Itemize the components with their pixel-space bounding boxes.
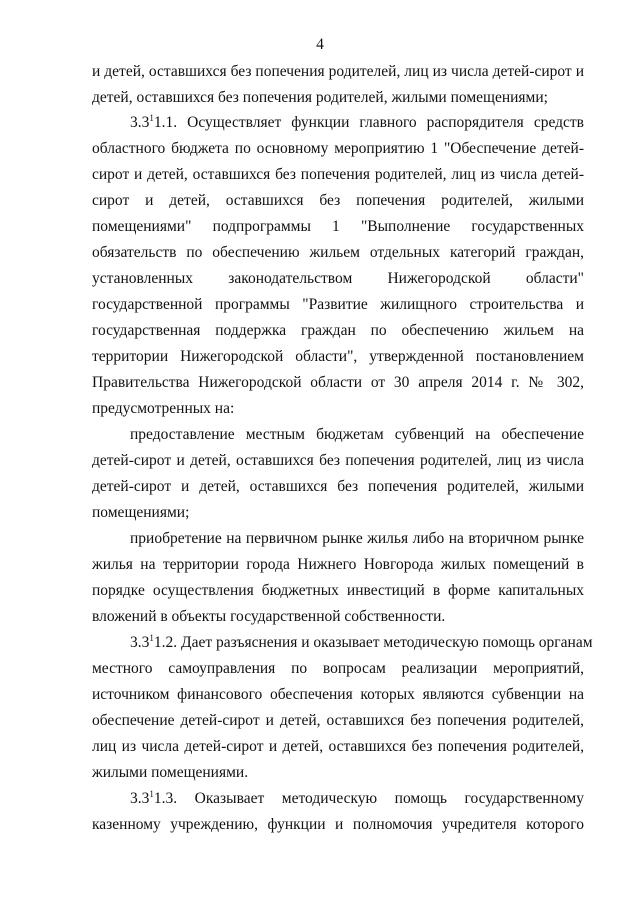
text-line: казенному учреждению, функции и полномочия учредителя которого [92,816,584,833]
text-line: государственная поддержка граждан по обеспечению жильем на [92,322,584,339]
clause-3-3-1-1-heading: $3.3^11.1$. Осуществляет функции главного распорядителя средств [130,113,584,131]
clause-3-3-1-3-heading: $3.3^11.3$. Оказывает методическую помощь государственному [130,789,584,807]
text-line: обязательств по обеспечению жильем отдельных категорий граждан, [92,244,584,261]
clause-3-3-1-2-heading: $3.3^11.2$. Дает разъяснения и оказывает методическую помощь органам [130,633,593,651]
text-line: и детей, оставшихся без попечения родителей, лиц из числа детей-сирот и [92,63,584,80]
text-line: местного самоуправления по вопросам реализации мероприятий, [92,660,584,677]
text-line: жилыми помещениями. [92,764,249,781]
text-line: сирот и детей, оставшихся без попечения родителей, жилыми [92,192,584,209]
text-line: обеспечение детей-сирот и детей, оставшихся без попечения родителей, [92,712,584,729]
text-line: установленных законодательством Нижегородской области" [92,270,584,287]
text-line: вложений в объекты государственной собственности. [92,608,446,625]
text-line: помещениями" подпрограммы 1 "Выполнение государственных [92,218,584,235]
text-line: порядке осуществления бюджетных инвестиций в форме капитальных [92,582,584,599]
text-line: сирот и детей, оставшихся без попечения родителей, лиц из числа детей- [92,166,584,183]
text-line: областного бюджета по основному мероприятию 1 "Обеспечение детей- [92,140,584,157]
page-number: 4 [316,36,324,53]
text-line: территории Нижегородской области", утвержденной постановлением [92,348,584,365]
clause-number: $3.3^1$ [130,633,154,651]
text-line: жилья на территории города Нижнего Новгорода жилых помещений в [92,556,584,573]
text-line: источником финансового обеспечения которых являются субвенции на [92,686,584,703]
text-line: предусмотренных на: [92,400,235,417]
text-line: Правительства Нижегородской области от 30 апреля 2014 г. № 302, [92,374,584,391]
text-line: лиц из числа детей-сирот и детей, оставшихся без попечения родителей, [92,738,584,755]
text-line: государственной программы "Развитие жилищного строительства и [92,296,584,313]
text-line: детей-сирот и детей, оставшихся без попечения родителей, жилыми [92,478,584,495]
text-line: помещениями; [92,504,190,521]
clause-number: $3.3^1$ [130,789,154,807]
text-line: детей-сирот и детей, оставшихся без попечения родителей, лиц из числа [92,452,584,469]
text-line: приобретение на первичном рынке жилья либо на вторичном рынке [130,530,584,547]
text-line: предоставление местным бюджетам субвенций на обеспечение [130,426,584,443]
text-line: детей, оставшихся без попечения родителей, жилыми помещениями; [92,89,548,106]
clause-number: $3.3^1$ [130,113,154,131]
